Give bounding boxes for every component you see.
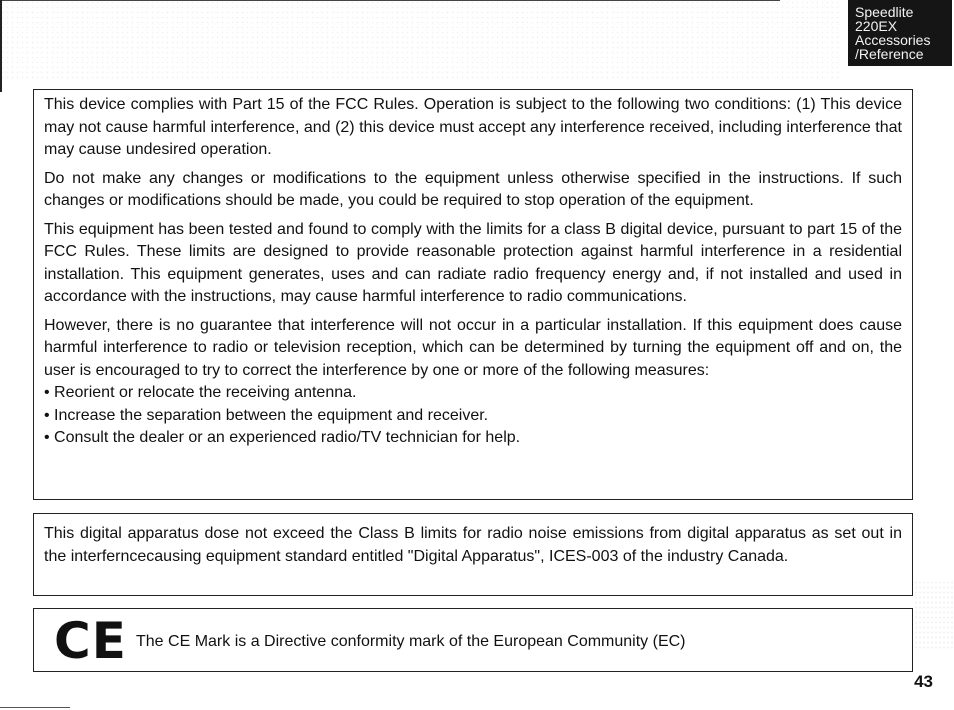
section-tab-line: /Reference — [855, 46, 924, 62]
fcc-paragraph: Do not make any changes or modifications to the equipment unless otherwise specified in the instructions. If such changes or modifications should be made, you could be required to stop operation of the equipment. — [44, 169, 902, 209]
page-number: 43 — [914, 672, 933, 691]
ce-notice-box — [33, 608, 913, 672]
fcc-paragraph: This equipment has been tested and found to comply with the limits for a class B digital device, pursuant to part 15 of the FCC Rules. These limits are designed to provide reasonable protection against harmful interference in a residential installation. This equipment generates, uses and can radiate radio frequency energy and, if not installed and used in accordance with the instructions, may cause harmful interference to radio communications. — [44, 220, 902, 305]
fcc-paragraph: However, there is no guarantee that interference will not occur in a particular installation. If this equipment does cause harmful interference to radio or television reception, which can be determined by turning the equipment off and on, the user is encouraged to try to correct the interference by one or more of the following measures: — [44, 316, 902, 379]
left-margin-rule — [0, 0, 2, 92]
section-tab-line: Speedlite — [855, 4, 914, 20]
list-item: • Reorient or relocate the receiving antenna. — [44, 382, 902, 405]
list-item: • Consult the dealer or an experienced radio/TV technician for help. — [44, 427, 902, 450]
list-item: • Increase the separation between the equipment and receiver. — [44, 405, 902, 428]
top-rule — [0, 0, 780, 1]
section-tab-line: Accessories — [855, 32, 931, 48]
fcc-measures-list — [44, 382, 902, 450]
scan-speckle — [0, 0, 840, 80]
section-tab — [848, 0, 952, 66]
canada-paragraph: This digital apparatus dose not exceed the Class B limits for radio noise emissions from digital apparatus as set out in the interferncecausing equipment standard entitled "Digital Apparatus", ICES-003 of the industry Canada. — [44, 525, 902, 565]
ce-notice-text: The CE Mark is a Directive conformity mark of the European Community (EC) — [136, 633, 686, 650]
ce-mark-logo: CE — [54, 612, 127, 670]
scan-speckle-right — [914, 580, 954, 650]
fcc-paragraph: This device complies with Part 15 of the FCC Rules. Operation is subject to the following two conditions: (1) This device may not cause harmful interference, and (2) this device must accept any interference received, including interference that may cause undesired operation. — [44, 96, 902, 158]
bottom-rule — [0, 707, 70, 708]
fcc-notice-box — [33, 89, 913, 500]
canada-notice-box — [33, 513, 913, 596]
section-tab-line: 220EX — [855, 18, 898, 34]
